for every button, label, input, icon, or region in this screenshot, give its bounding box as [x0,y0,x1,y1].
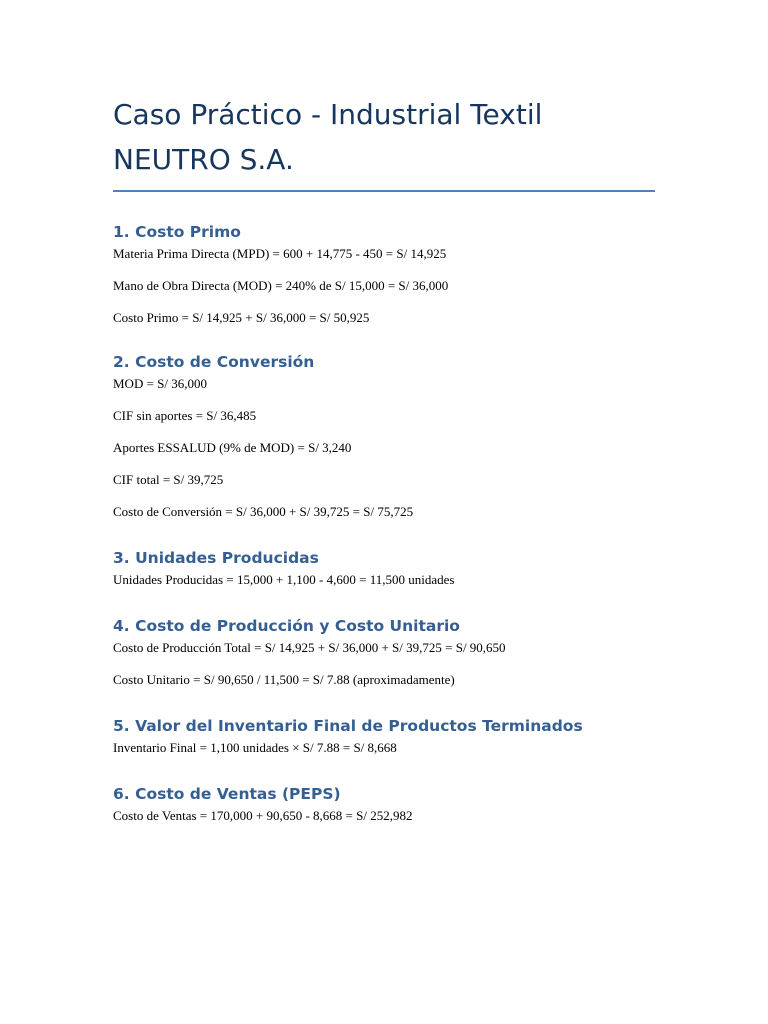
section-heading: 6. Costo de Ventas (PEPS) [113,785,341,803]
section-heading: 1. Costo Primo [113,223,241,241]
section-costo-primo [113,222,655,326]
document-page [113,92,655,824]
body-line: Costo Unitario = S/ 90,650 / 11,500 = S/ 7.88 (aproximadamente) [113,672,455,687]
section-heading: 4. Costo de Producción y Costo Unitario [113,617,460,635]
body-line: Inventario Final = 1,100 unidades × S/ 7.88 = S/ 8,668 [113,740,397,755]
body-line: Materia Prima Directa (MPD) = 600 + 14,775 - 450 = S/ 14,925 [113,246,447,261]
body-line: CIF sin aportes = S/ 36,485 [113,408,257,423]
section-heading: 2. Costo de Conversión [113,353,315,371]
body-line: Mano de Obra Directa (MOD) = 240% de S/ 15,000 = S/ 36,000 [113,278,449,293]
section-costo-produccion [113,616,655,688]
body-line: CIF total = S/ 39,725 [113,472,224,487]
document-title: Caso Práctico - Industrial Textil NEUTRO S.A. [113,92,655,192]
section-unidades-producidas [113,548,655,588]
section-costo-ventas [113,784,655,824]
section-costo-conversion [113,352,655,520]
section-inventario-final [113,716,655,756]
body-line: Unidades Producidas = 15,000 + 1,100 - 4,600 = 11,500 unidades [113,572,455,587]
section-heading: 3. Unidades Producidas [113,549,319,567]
body-line: Aportes ESSALUD (9% de MOD) = S/ 3,240 [113,440,352,455]
body-line: Costo de Ventas = 170,000 + 90,650 - 8,668 = S/ 252,982 [113,808,413,823]
section-heading: 5. Valor del Inventario Final de Productos Terminados [113,717,583,735]
body-line: Costo de Producción Total = S/ 14,925 + S/ 36,000 + S/ 39,725 = S/ 90,650 [113,640,506,655]
body-line: Costo Primo = S/ 14,925 + S/ 36,000 = S/ 50,925 [113,310,370,325]
body-line: Costo de Conversión = S/ 36,000 + S/ 39,725 = S/ 75,725 [113,504,414,519]
body-line: MOD = S/ 36,000 [113,376,208,391]
